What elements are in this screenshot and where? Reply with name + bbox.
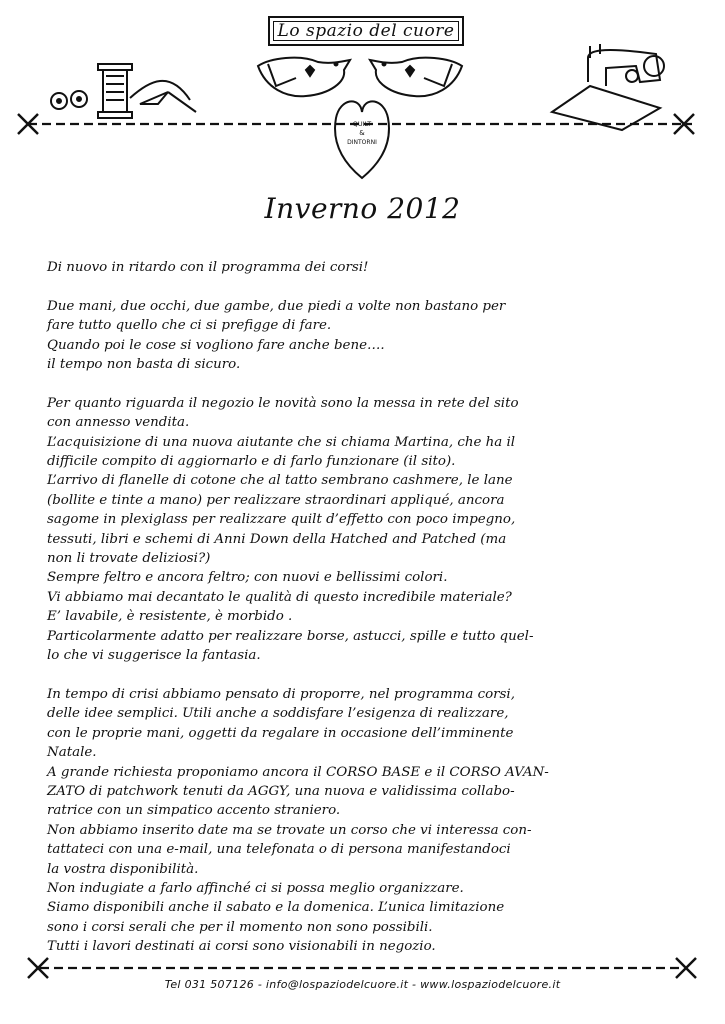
buttons-icon [51, 91, 87, 109]
body-line: con annesso vendita. [47, 415, 190, 431]
body-line: lo che vi suggerisce la fantasia. [47, 648, 261, 664]
body-line: Vi abbiamo mai decantato le qualità di questo incredibile materiale? [47, 589, 512, 605]
body-line: Non abbiamo inserito date ma se trovate un corso che vi interessa con- [47, 822, 532, 838]
heart-text-2: & [359, 129, 365, 137]
body-line: (bollite e tinte a mano) per realizzare straordinari appliqué, ancora [47, 492, 505, 508]
body-line: Sempre feltro e ancora feltro; con nuovi e bellissimi colori. [47, 570, 448, 586]
contact-info: Tel 031 507126 - info@lospaziodelcuore.it - www.lospaziodelcuore.it [164, 978, 561, 991]
paragraph-gap [47, 277, 687, 296]
paragraph-gap [47, 666, 687, 685]
body-line: sagome in plexiglass per realizzare quilt d’effetto con poco impegno, [47, 512, 516, 528]
paragraph-gap [47, 374, 687, 393]
body-line: Quando poi le cose si vogliono fare anche bene…. [47, 337, 385, 353]
body-line: sono i corsi serali che per il momento non sono possibili. [47, 919, 433, 935]
body-line: fare tutto quello che ci si prefigge di fare. [47, 318, 332, 334]
body-line: Natale. [47, 745, 97, 761]
body-line: A grande richiesta proponiamo ancora il CORSO BASE e il CORSO AVAN- [47, 764, 549, 780]
body-line: Per quanto riguarda il negozio le novità sono la messa in rete del sito [47, 395, 519, 411]
body-line: L’acquisizione di una nuova aiutante che si chiama Martina, che ha il [47, 434, 516, 450]
body-line: tessuti, libri e schemi di Anni Down della Hatched and Patched (ma [47, 531, 507, 547]
body-line: ZATO di patchwork tenuti da AGGY, una nuova e validissima collabo- [47, 783, 515, 799]
body-line: la vostra disponibilità. [47, 861, 199, 877]
body-line: non li trovate deliziosi?) [47, 551, 211, 567]
heart-text-3: DINTORNI [347, 139, 377, 146]
body-line: delle idee semplici. Utili anche a soddisfare l’esigenza di realizzare, [47, 706, 509, 722]
body-line: Particolarmente adatto per realizzare borse, astucci, spille e tutto quel- [47, 628, 534, 644]
brand-name: Lo spazio del cuore [277, 21, 455, 41]
body-line: Di nuovo in ritardo con il programma dei corsi! [47, 260, 369, 275]
brand-logo [268, 16, 464, 46]
sewing-machine-icon [552, 44, 664, 130]
body-line: Tutti i lavori destinati ai corsi sono visionabili in negozio. [47, 939, 436, 955]
letter-body [47, 258, 687, 957]
body-line: E’ lavabile, è resistente, è morbido . [47, 609, 293, 625]
body-line: L’arrivo di flanelle di cotone che al tatto sembrano cashmere, le lane [47, 473, 513, 489]
letterhead [0, 0, 725, 200]
body-line: Siamo disponibili anche il sabato e la domenica. L’unica limitazione [47, 900, 505, 916]
body-line: il tempo non basta di sicuro. [47, 357, 241, 373]
body-line: Non indugiate a farlo affinché ci si possa meglio organizzare. [47, 880, 464, 896]
body-line: Due mani, due occhi, due gambe, due piedi a volte non bastano per [47, 298, 506, 314]
body-line: difficile compito di aggiornarlo e di farlo funzionare (il sito). [47, 454, 456, 470]
thread-spool-icon [98, 64, 190, 118]
body-line: ratrice con un simpatico accento straniero. [47, 803, 341, 819]
page-title: Inverno 2012 [264, 192, 461, 225]
heart-text-1: QUILT [352, 120, 372, 128]
body-line: con le proprie mani, oggetti da regalare in occasione dell’imminente [47, 725, 514, 741]
body-line: In tempo di crisi abbiamo pensato di proporre, nel programma corsi, [47, 686, 515, 702]
body-line: tattateci con una e-mail, una telefonata o di persona manifestandoci [47, 842, 511, 858]
birds-icon [258, 58, 462, 97]
